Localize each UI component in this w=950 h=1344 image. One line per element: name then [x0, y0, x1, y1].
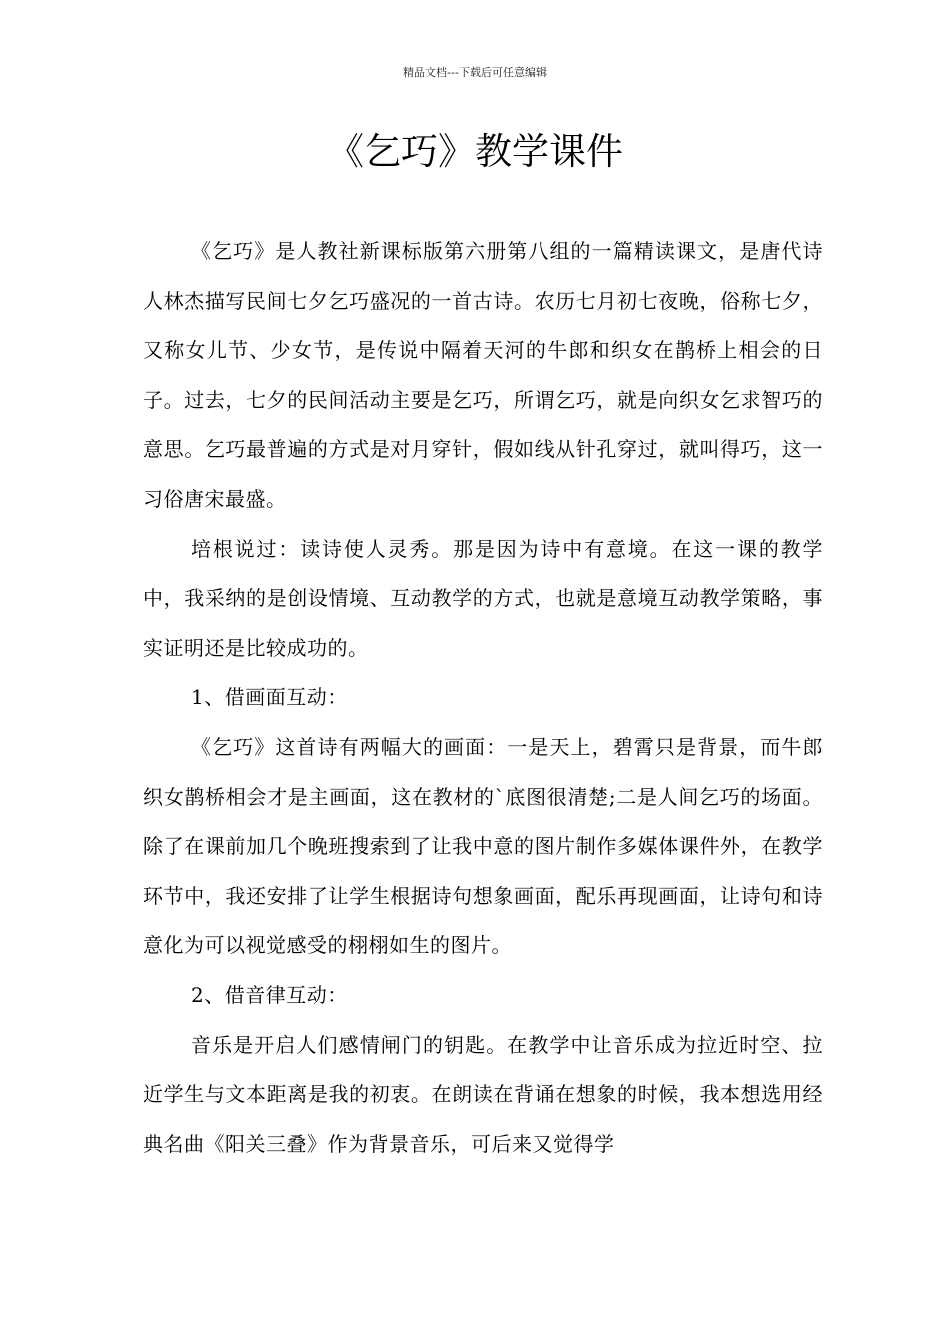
- document-title: 《乞巧》教学课件: [327, 130, 623, 173]
- paragraph-music: 音乐是开启人们感情闸门的钥匙。在教学中让音乐成为拉近时空、拉近学生与文本距离是我的初衷。在朗读在背诵在想象的时候，我本想选用经典名曲《阳关三叠》作为背景音乐，可后来又觉得学: [143, 1032, 823, 1156]
- paragraph-bacon: 培根说过：读诗使人灵秀。那是因为诗中有意境。在这一课的教学中，我采纳的是创设情境、互动教学的方式，也就是意境互动教学策略，事实证明还是比较成功的。: [143, 536, 823, 660]
- paragraph-intro: 《乞巧》是人教社新课标版第六册第八组的一篇精读课文，是唐代诗人林杰描写民间七夕乞巧盛况的一首古诗。农历七月初七夜晚，俗称七夕，又称女儿节、少女节，是传说中隔着天河的牛郎和织女在鹊桥上相会的日子。过去，七夕的民间活动主要是乞巧，所谓乞巧，就是向织女乞求智巧的意思。乞巧最普遍的方式是对月穿针，假如线从针孔穿过，就叫得巧，这一习俗唐宋最盛。: [143, 239, 823, 511]
- heading-picture-interaction: 1、借画面互动：: [191, 685, 348, 710]
- document-body: [143, 227, 823, 1169]
- header-note: 精品文档---下载后可任意编辑: [403, 66, 547, 79]
- heading-music-interaction: 2、借音律互动：: [191, 982, 348, 1007]
- paragraph-picture: 《乞巧》这首诗有两幅大的画面：一是天上，碧霄只是背景，而牛郎织女鹊桥相会才是主画面，这在教材的`底图很清楚;二是人间乞巧的场面。除了在课前加几个晚班搜索到了让我中意的图片制作多媒体课件外，在教学环节中，我还安排了让学生根据诗句想象画面，配乐再现画面，让诗句和诗意化为可以视觉感受的栩栩如生的图片。: [143, 734, 823, 958]
